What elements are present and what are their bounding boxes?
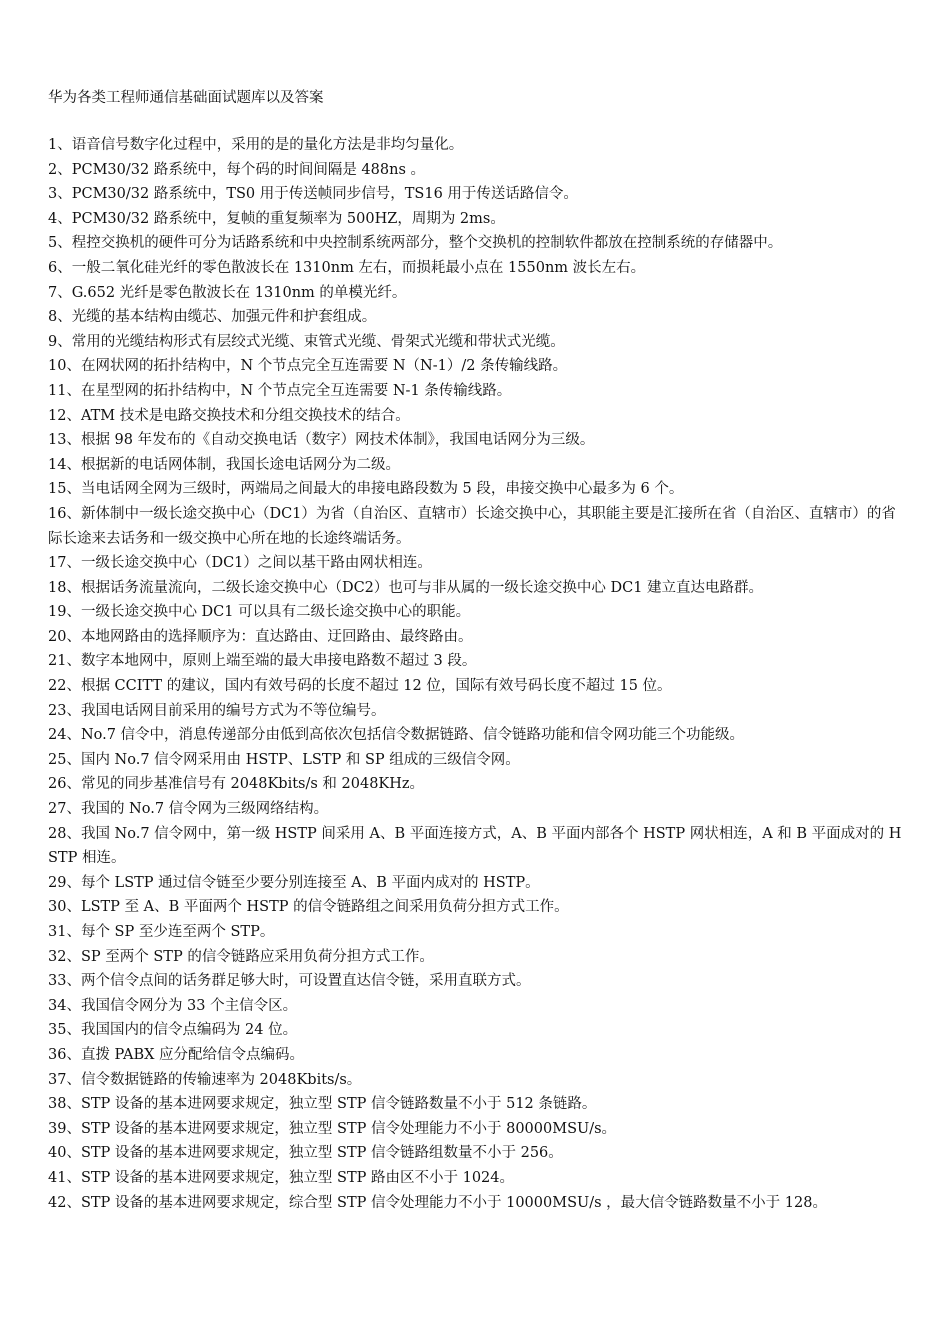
- list-item: 9、常用的光缆结构形式有层绞式光缆、束管式光缆、骨架式光缆和带状式光缆。: [48, 333, 565, 350]
- list-item: 21、数字本地网中，原则上端至端的最大串接电路数不超过 3 段。: [48, 653, 477, 670]
- list-item: 24、No.7 信令中，消息传递部分由低到高依次包括信令数据链路、信令链路功能和信令网功能三个功能级。: [48, 727, 745, 744]
- list-item: 8、光缆的基本结构由缆芯、加强元件和护套组成。: [48, 309, 377, 326]
- list-item: 40、STP 设备的基本进网要求规定，独立型 STP 信令链路组数量不小于 256。: [48, 1145, 563, 1162]
- list-item: 1、语音信号数字化过程中，采用的是的量化方法是非均匀量化。: [48, 137, 464, 153]
- list-item: 7、G.652 光纤是零色散波长在 1310nm 的单模光纤。: [48, 284, 407, 301]
- list-item: 13、根据 98 年发布的《自动交换电话（数字）网技术体制》，我国电话网分为三级。: [48, 432, 595, 449]
- list-item: 36、直拨 PABX 应分配给信令点编码。: [48, 1046, 305, 1063]
- list-item: 31、每个 SP 至少连至两个 STP。: [48, 924, 275, 940]
- list-item: 15、当电话网全网为三级时，两端局之间最大的串接电路段数为 5 段，串接交换中心最多为 6 个。: [48, 481, 684, 498]
- document-title: 华为各类工程师通信基础面试题库以及答案: [48, 90, 324, 106]
- list-item: 17、一级长途交换中心（DC1）之间以基干路由网状相连。: [48, 555, 432, 572]
- list-item: 30、LSTP 至 A、B 平面两个 HSTP 的信令链路组之间采用负荷分担方式工作。: [48, 899, 569, 916]
- list-item: 23、我国电话网目前采用的编号方式为不等位编号。: [48, 702, 386, 719]
- list-item: 32、SP 至两个 STP 的信令链路应采用负荷分担方式工作。: [48, 948, 434, 965]
- list-item: 6、一般二氧化硅光纤的零色散波长在 1310nm 左右，而损耗最小点在 1550nm 波长左右。: [48, 259, 646, 276]
- list-item: 39、STP 设备的基本进网要求规定，独立型 STP 信令处理能力不小于 80000MSU/s。: [48, 1120, 617, 1137]
- list-item: 37、信令数据链路的传输速率为 2048Kbits/s。: [48, 1071, 362, 1088]
- list-item: 4、PCM30/32 路系统中，复帧的重复频率为 500HZ，周期为 2ms。: [48, 210, 505, 227]
- list-item: 10、在网状网的拓扑结构中，N 个节点完全互连需要 N（N-1）/2 条传输线路。: [48, 358, 568, 375]
- list-item: 28、我国 No.7 信令网中，第一级 HSTP 间采用 A、B 平面连接方式，A、B 平面内部各个 HSTP 网状相连，A 和 B 平面成对的 HSTP 相连。: [48, 825, 902, 867]
- list-item: 33、两个信令点间的话务群足够大时，可设置直达信令链，采用直联方式。: [48, 973, 531, 990]
- list-item: 25、国内 No.7 信令网采用由 HSTP、LSTP 和 SP 组成的三级信令网。: [48, 751, 520, 768]
- list-item: 27、我国的 No.7 信令网为三级网络结构。: [48, 801, 329, 818]
- list-item: 29、每个 LSTP 通过信令链至少要分别连接至 A、B 平面内成对的 HSTP。: [48, 874, 540, 891]
- list-item: 38、STP 设备的基本进网要求规定，独立型 STP 信令链路数量不小于 512 条链路。: [48, 1096, 597, 1113]
- list-item: 3、PCM30/32 路系统中，TS0 用于传送帧同步信号，TS16 用于传送话路信令。: [48, 186, 578, 203]
- list-item: 18、根据话务流量流向，二级长途交换中心（DC2）也可与非从属的一级长途交换中心 DC1 建立直达电路群。: [48, 579, 764, 596]
- list-item: 26、常见的同步基准信号有 2048Kbits/s 和 2048KHz。: [48, 776, 425, 793]
- list-item: 41、STP 设备的基本进网要求规定，独立型 STP 路由区不小于 1024。: [48, 1169, 515, 1186]
- list-item: 19、一级长途交换中心 DC1 可以具有二级长途交换中心的职能。: [48, 604, 471, 621]
- list-item: 16、新体制中一级长途交换中心（DC1）为省（自治区、直辖市）长途交换中心，其职能主要是汇接所在省（自治区、直辖市）的省际长途来去话务和一级交换中心所在地的长途终端话务。: [48, 505, 896, 547]
- list-item: 20、本地网路由的选择顺序为：直达路由、迂回路由、最终路由。: [48, 628, 473, 645]
- list-item: 22、根据 CCITT 的建议，国内有效号码的长度不超过 12 位，国际有效号码长度不超过 15 位。: [48, 678, 672, 695]
- list-item: 14、根据新的电话网体制，我国长途电话网分为二级。: [48, 456, 400, 473]
- list-item: 12、ATM 技术是电路交换技术和分组交换技术的结合。: [48, 407, 410, 424]
- question-answer-list: [48, 133, 908, 1215]
- list-item: 42、STP 设备的基本进网要求规定，综合型 STP 信令处理能力不小于 10000MSU/s ，最大信令链路数量不小于 128。: [48, 1194, 827, 1211]
- list-item: 2、PCM30/32 路系统中，每个码的时间间隔是 488ns 。: [48, 161, 425, 178]
- list-item: 11、在星型网的拓扑结构中，N 个节点完全互连需要 N-1 条传输线路。: [48, 382, 512, 399]
- list-item: 34、我国信令网分为 33 个主信令区。: [48, 997, 298, 1014]
- list-item: 35、我国国内的信令点编码为 24 位。: [48, 1022, 298, 1039]
- list-item: 5、程控交换机的硬件可分为话路系统和中央控制系统两部分，整个交换机的控制软件都放在控制系统的存储器中。: [48, 235, 783, 252]
